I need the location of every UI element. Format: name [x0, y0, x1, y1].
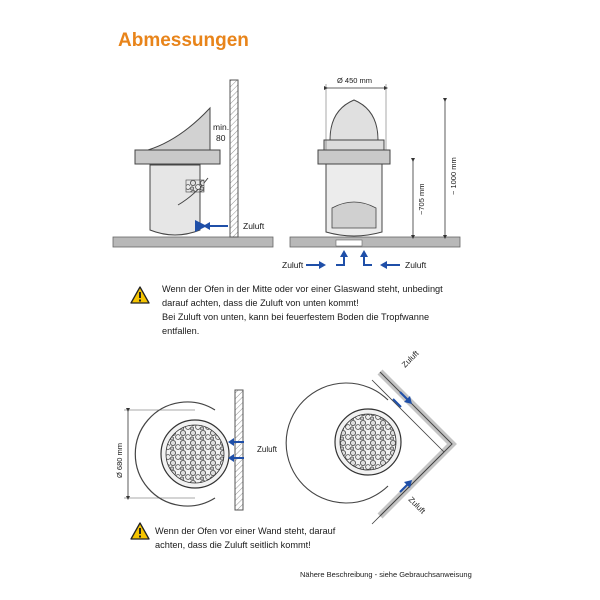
warning-icon — [130, 522, 150, 540]
note1-line2: darauf achten, dass die Zuluft von unten kommt! — [162, 298, 359, 308]
diameter-top-label: Ø 450 mm — [337, 76, 373, 85]
zuluft-label-corner-top: Zuluft — [400, 348, 421, 370]
top-view-corner — [286, 348, 452, 524]
stove-body — [150, 165, 200, 235]
side-view — [113, 80, 273, 247]
arrow-icon — [360, 250, 368, 257]
stove-ring — [135, 150, 220, 164]
stove-hood — [148, 108, 210, 150]
min-value-label: 80 — [216, 133, 226, 143]
zuluft-label-wall: Zuluft — [257, 445, 278, 454]
floor-slab — [113, 237, 273, 247]
height-705-label: ~705 mm — [417, 183, 426, 215]
note-glass-wall — [162, 282, 472, 338]
floor-slab-front — [290, 237, 460, 247]
arrow-icon — [228, 438, 234, 446]
zuluft-label-corner-bottom: Zuluft — [406, 495, 428, 516]
wall — [230, 80, 238, 237]
arrow-icon — [203, 222, 210, 230]
zuluft-label-right: Zuluft — [405, 260, 427, 270]
front-view — [282, 76, 460, 270]
note2-line2: achten, dass die Zuluft seitlich kommt! — [155, 540, 311, 550]
diameter-680-label: Ø 680 mm — [115, 442, 124, 478]
arrow-icon — [319, 261, 326, 269]
warning-icon — [130, 286, 150, 304]
note1-line1: Wenn der Ofen in der Mitte oder vor einer Glaswand steht, unbedingt — [162, 284, 443, 294]
height-1000-label: ~ 1000 mm — [449, 157, 458, 195]
footer-note: Nähere Beschreibung - siehe Gebrauchsanweisung — [300, 570, 472, 579]
min-label: min. — [213, 122, 230, 132]
note-wall — [155, 524, 355, 552]
zuluft-label-left: Zuluft — [282, 260, 304, 270]
note1-line3: Bei Zuluft von unten, kann bei feuerfestem Boden die Tropfwanne — [162, 312, 430, 322]
arrow-icon — [340, 250, 348, 257]
note2-line1: Wenn der Ofen vor einer Wand steht, darauf — [155, 526, 336, 536]
note1-line4: entfallen. — [162, 326, 200, 336]
page-title: Abmessungen — [118, 30, 249, 51]
zuluft-label-side: Zuluft — [243, 221, 265, 231]
arrow-icon — [380, 261, 387, 269]
top-view-wall — [115, 390, 278, 510]
